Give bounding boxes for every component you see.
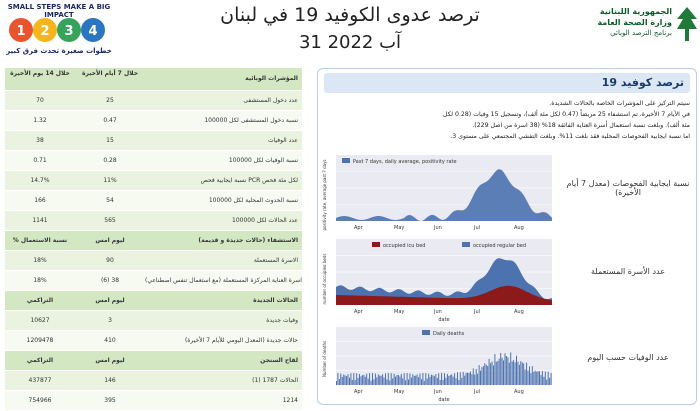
deaths-bar bbox=[549, 378, 550, 385]
deaths-bar bbox=[401, 374, 402, 385]
deaths-bar bbox=[539, 371, 540, 385]
deaths-bar bbox=[528, 371, 529, 385]
x-tick-label: Apr bbox=[354, 225, 363, 231]
deaths-bar bbox=[512, 362, 513, 386]
summary-line-4: اما نسبة ايجابية الفحوصات المحلية فقد بلغت 11%. وبلغت التفشي المجتمعي على مستوى 3. bbox=[450, 133, 690, 140]
deaths-bar bbox=[535, 371, 536, 385]
deaths-bar bbox=[409, 373, 410, 385]
new-cases-header bbox=[5, 291, 302, 311]
deaths-bar bbox=[496, 362, 497, 385]
deaths-bar bbox=[497, 361, 498, 385]
ministry-line-1: الجمهورية اللبنانية bbox=[599, 7, 672, 16]
deaths-bar bbox=[522, 362, 523, 385]
deaths-bar bbox=[369, 373, 370, 385]
deaths-bar bbox=[483, 366, 484, 385]
cell-7d: 11% bbox=[103, 177, 117, 184]
deaths-bar bbox=[358, 378, 359, 385]
deaths-x-ticks bbox=[354, 389, 524, 395]
hospital-header-label: الاستشفاء (حالات جديدة و قديمة) bbox=[198, 237, 298, 244]
deaths-bar bbox=[517, 362, 518, 385]
deaths-bar bbox=[430, 377, 431, 385]
x-tick-label: Jul bbox=[474, 389, 481, 395]
cell-14d: 1.32 bbox=[33, 117, 47, 124]
deaths-bar bbox=[398, 375, 399, 385]
deaths-bar bbox=[412, 374, 413, 385]
deaths-bar bbox=[359, 374, 360, 385]
deaths-bar bbox=[448, 376, 449, 385]
deaths-bar bbox=[509, 363, 510, 385]
deaths-bar bbox=[481, 367, 482, 385]
cell-7d: 15 bbox=[106, 137, 114, 144]
beds-caption: عدد الأسرة المستعملة bbox=[591, 267, 665, 276]
deaths-bar bbox=[536, 372, 537, 385]
deaths-bar bbox=[407, 373, 408, 385]
vac-header-yesterday: ليوم امس bbox=[95, 357, 125, 364]
cell-label: حالات جديدة (المعدل اليومي للأيام 7 الأخيرة) bbox=[184, 337, 298, 344]
deaths-bar bbox=[371, 381, 372, 385]
table-row bbox=[5, 271, 302, 291]
beds-chart bbox=[320, 239, 556, 323]
positivity-caption: نسبة ايجابية الفحوصات (معدل 7 أيام الأخيرة) bbox=[566, 179, 690, 197]
deaths-bar bbox=[457, 372, 458, 385]
cell-label: اسرة العناية المركزة المستعملة (مع استعمال تنفس اصطناعي) bbox=[145, 277, 302, 284]
cell-label: عدد الوفيات bbox=[267, 137, 298, 144]
deaths-bar bbox=[507, 357, 508, 385]
deaths-bar bbox=[450, 375, 451, 385]
deaths-bar bbox=[404, 373, 405, 385]
deaths-bar bbox=[348, 374, 349, 385]
deaths-bar bbox=[520, 361, 521, 385]
table-row bbox=[5, 211, 302, 231]
deaths-bar bbox=[399, 377, 400, 386]
deaths-bar bbox=[373, 379, 374, 385]
deaths-bar bbox=[487, 366, 488, 385]
cell-yesterday: 3 bbox=[108, 317, 112, 324]
deaths-bar bbox=[365, 377, 366, 385]
deaths-bar bbox=[532, 366, 533, 385]
campaign-logo bbox=[5, 3, 113, 59]
cedar-icon bbox=[676, 7, 698, 41]
deaths-bar bbox=[431, 375, 432, 385]
cell-cumulative: 754966 bbox=[28, 397, 52, 404]
deaths-bar bbox=[402, 378, 403, 385]
deaths-bar bbox=[368, 379, 369, 385]
deaths-bar bbox=[445, 378, 446, 385]
table-row bbox=[5, 311, 302, 331]
deaths-bar bbox=[434, 376, 435, 385]
hospital-header-usage: % نسبة الاستعمال bbox=[12, 237, 68, 244]
deaths-bar bbox=[349, 378, 350, 385]
deaths-bar bbox=[353, 373, 354, 385]
x-tick-label: Jul bbox=[474, 225, 481, 231]
positivity-legend: Past 7 days, daily average, positivity rate bbox=[353, 159, 457, 165]
deaths-bar bbox=[356, 373, 357, 385]
deaths-bar bbox=[428, 374, 429, 385]
deaths-legend-swatch bbox=[422, 330, 430, 335]
deaths-bar bbox=[424, 381, 425, 385]
deaths-bar bbox=[427, 379, 428, 385]
deaths-bar bbox=[463, 372, 464, 385]
new-header-yesterday: ليوم امس bbox=[95, 297, 125, 304]
beds-y-label: number of occupied beds bbox=[322, 253, 327, 305]
x-tick-label: May bbox=[394, 389, 405, 395]
deaths-bar bbox=[479, 365, 480, 385]
table-row bbox=[5, 151, 302, 171]
cell-7d: 54 bbox=[106, 197, 114, 204]
deaths-bar bbox=[339, 379, 340, 385]
cell-yesterday: 146 bbox=[104, 377, 116, 384]
cell-7d: 0.47 bbox=[103, 117, 117, 124]
deaths-bar bbox=[443, 380, 444, 385]
cell-cumulative: 1209478 bbox=[26, 337, 54, 344]
deaths-bar bbox=[337, 373, 338, 385]
icu-legend: occupied icu bed bbox=[383, 243, 426, 249]
regular-legend-swatch bbox=[462, 242, 470, 247]
deaths-bar bbox=[346, 376, 347, 385]
deaths-bar bbox=[506, 356, 507, 385]
deaths-bar bbox=[530, 373, 531, 385]
table-row bbox=[5, 331, 302, 351]
positivity-legend-swatch bbox=[342, 158, 350, 163]
ministry-logo bbox=[574, 3, 698, 51]
deaths-bar bbox=[515, 362, 516, 385]
table-row bbox=[5, 111, 302, 131]
deaths-bar bbox=[362, 375, 363, 385]
deaths-bar bbox=[543, 377, 544, 385]
deaths-bar bbox=[421, 379, 422, 385]
deaths-bar bbox=[486, 365, 487, 385]
deaths-caption: عدد الوفيات حسب اليوم bbox=[587, 353, 669, 362]
x-tick-label: Aug bbox=[514, 225, 524, 231]
new-header-label: الحالات الجديدة bbox=[253, 297, 298, 304]
deaths-bar bbox=[433, 375, 434, 385]
cell-label: عدد الحالات لكل 100000 bbox=[232, 217, 298, 224]
deaths-bar bbox=[461, 378, 462, 385]
deaths-bar bbox=[470, 372, 471, 385]
deaths-bar bbox=[350, 373, 351, 385]
deaths-bar bbox=[422, 373, 423, 385]
deaths-bar bbox=[376, 377, 377, 385]
ministry-line-3: برنامج الترصد الوبائي bbox=[610, 29, 672, 37]
deaths-bar bbox=[408, 380, 409, 385]
deaths-bar bbox=[379, 376, 380, 385]
beds-x-label: date bbox=[438, 317, 450, 323]
deaths-bar bbox=[489, 359, 490, 385]
deaths-bar bbox=[494, 354, 495, 385]
deaths-bar bbox=[447, 374, 448, 385]
hospital-header-yesterday: ليوم امس bbox=[95, 237, 125, 244]
positivity-x-ticks bbox=[354, 225, 524, 231]
deaths-bar bbox=[480, 371, 481, 385]
deaths-bar bbox=[505, 353, 506, 385]
deaths-bar bbox=[378, 374, 379, 385]
cell-7d: 0.28 bbox=[103, 157, 117, 164]
header-14-days: خلال 14 يوم الأخيرة bbox=[10, 70, 70, 77]
deaths-bar bbox=[382, 374, 383, 385]
x-tick-label: Aug bbox=[514, 389, 524, 395]
svg-text:3: 3 bbox=[64, 24, 74, 39]
deaths-bar bbox=[546, 380, 547, 385]
cell-14d: 14.7% bbox=[30, 177, 50, 184]
deaths-bar bbox=[415, 376, 416, 385]
cell-cumulative: 10627 bbox=[30, 317, 50, 324]
svg-text:1: 1 bbox=[16, 24, 26, 39]
hospital-header bbox=[5, 231, 302, 251]
summary-line-3: مئة ألف). وبلغت نسبة استعمال أسرة العناية الفائقة 18% (38 اسرة من اصل 229). bbox=[472, 122, 690, 129]
deaths-bar bbox=[385, 373, 386, 385]
cell-label: الاسرة المستعملة bbox=[253, 257, 298, 264]
deaths-bar bbox=[375, 374, 376, 386]
deaths-bar bbox=[381, 376, 382, 385]
deaths-bar bbox=[502, 358, 503, 385]
x-tick-label: Apr bbox=[354, 309, 363, 315]
deaths-bar bbox=[456, 378, 457, 385]
deaths-bar bbox=[336, 381, 337, 385]
cell-14d: 38 bbox=[36, 137, 44, 144]
deaths-bar bbox=[510, 352, 511, 385]
deaths-bar bbox=[458, 380, 459, 385]
deaths-bar bbox=[395, 377, 396, 385]
deaths-bar bbox=[392, 378, 393, 385]
deaths-bar bbox=[345, 375, 346, 385]
deaths-bar bbox=[516, 356, 517, 385]
x-tick-label: Aug bbox=[514, 309, 524, 315]
covid-surveillance-panel bbox=[317, 68, 697, 405]
cell-label: نسبة دخول المستشفى لكل 100000 bbox=[204, 117, 298, 124]
deaths-bar bbox=[469, 373, 470, 385]
deaths-bar bbox=[533, 372, 534, 385]
table-row bbox=[5, 251, 302, 271]
table-row bbox=[5, 371, 302, 391]
deaths-bar bbox=[466, 373, 467, 385]
deaths-bar bbox=[542, 371, 543, 385]
deaths-bar bbox=[464, 376, 465, 385]
deaths-bar bbox=[361, 376, 362, 385]
x-tick-label: May bbox=[394, 225, 405, 231]
deaths-bar bbox=[541, 375, 542, 385]
x-tick-label: Jul bbox=[474, 309, 481, 315]
campaign-logo-top: SMALL STEPS MAKE A BIG IMPACT bbox=[7, 3, 111, 19]
header-7-days: خلال 7 أيام الأخيرة bbox=[81, 70, 139, 77]
summary-line-2: في الأيام 7 الأخيرة، تم استشفاء 25 مريضاً (0.47 لكل مئة ألف)، وتسجيل 15 وفيات (0.28 لكل bbox=[443, 111, 690, 118]
deaths-bar bbox=[352, 380, 353, 385]
cell-yesterday: 395 bbox=[104, 397, 116, 404]
deaths-bar bbox=[438, 373, 439, 385]
deaths-bar bbox=[441, 373, 442, 385]
new-header-cumulative: التراكمي bbox=[26, 297, 54, 304]
header-indicator: المؤشرات الوبائية bbox=[245, 75, 298, 82]
beds-x-ticks bbox=[354, 309, 524, 315]
cell-14d: 1141 bbox=[32, 217, 48, 224]
deaths-bar bbox=[467, 373, 468, 385]
panel-header bbox=[324, 73, 690, 93]
campaign-logo-figures bbox=[5, 15, 113, 45]
deaths-bar bbox=[460, 372, 461, 385]
icu-legend-swatch bbox=[372, 242, 380, 247]
deaths-bar bbox=[437, 378, 438, 385]
deaths-bar bbox=[473, 368, 474, 385]
cell-14d: 166 bbox=[34, 197, 46, 204]
deaths-chart bbox=[320, 327, 556, 403]
cell-label: نسبة ايجابية فحص PCR لكل مئة فحص bbox=[200, 177, 298, 184]
x-tick-label: Jun bbox=[434, 389, 442, 395]
cell-cumulative: 437877 bbox=[28, 377, 52, 384]
cell-14d: 0.71 bbox=[33, 157, 47, 164]
deaths-bar bbox=[474, 375, 475, 385]
cell-label: نسبة الوفيات لكل 100000 bbox=[228, 157, 298, 164]
cell-label: 1214 bbox=[282, 397, 298, 404]
cell-14d: 70 bbox=[36, 97, 44, 104]
cell-yesterday: (6) 38 bbox=[100, 277, 120, 284]
cell-label: وفيات جديدة bbox=[266, 317, 298, 324]
deaths-bar bbox=[523, 363, 524, 385]
deaths-bar bbox=[492, 361, 493, 385]
deaths-bar bbox=[471, 374, 472, 385]
table-row bbox=[5, 171, 302, 191]
deaths-bar bbox=[435, 374, 436, 385]
x-tick-label: Jun bbox=[434, 225, 442, 231]
cell-usage: 18% bbox=[33, 257, 47, 264]
ministry-line-2: وزارة الصحة العامة bbox=[597, 18, 672, 27]
deaths-bar bbox=[548, 372, 549, 385]
deaths-bar bbox=[525, 370, 526, 385]
x-tick-label: Jun bbox=[434, 309, 442, 315]
deaths-bar bbox=[342, 377, 343, 385]
deaths-bar bbox=[503, 361, 504, 386]
summary-line-1: سيتم التركيز على المؤشرات الخاصة بالحالات الشديدة. bbox=[549, 100, 690, 107]
deaths-bar bbox=[411, 378, 412, 385]
deaths-bar bbox=[425, 373, 426, 385]
table-row bbox=[5, 191, 302, 211]
deaths-bar bbox=[394, 374, 395, 385]
svg-text:4: 4 bbox=[88, 24, 98, 39]
regular-legend: occupied regular bed bbox=[473, 243, 527, 249]
summary-text bbox=[324, 98, 690, 142]
cell-label: الحالات 1787 (1) bbox=[252, 377, 298, 384]
deaths-bar bbox=[513, 360, 514, 385]
header bbox=[0, 0, 700, 62]
report-date: 31 آب 2022 bbox=[298, 32, 402, 53]
table-row bbox=[5, 131, 302, 151]
deaths-bar bbox=[538, 371, 539, 385]
deaths-bar bbox=[340, 374, 341, 385]
cell-7d: 565 bbox=[104, 217, 116, 224]
deaths-bar bbox=[484, 363, 485, 385]
deaths-x-label: date bbox=[438, 397, 450, 403]
vaccine-header bbox=[5, 351, 302, 371]
vac-header-label: لقاح السنجن bbox=[260, 357, 298, 364]
deaths-bar bbox=[440, 380, 441, 385]
deaths-legend: Daily deaths bbox=[433, 331, 465, 337]
cell-usage: 18% bbox=[33, 277, 47, 284]
positivity-chart bbox=[320, 155, 556, 233]
deaths-bar bbox=[451, 374, 452, 385]
campaign-logo-bottom: خطوات صغيرة تحدث فرق كبير bbox=[6, 47, 112, 55]
deaths-bar bbox=[444, 373, 445, 385]
deaths-bar bbox=[417, 375, 418, 386]
deaths-bar bbox=[397, 375, 398, 385]
deaths-bar bbox=[386, 380, 387, 386]
deaths-bar bbox=[372, 373, 373, 385]
deaths-bar bbox=[526, 363, 527, 385]
deaths-bar bbox=[418, 377, 419, 385]
cell-yesterday: 410 bbox=[104, 337, 116, 344]
positivity-y-label: positivity rate, average past 7 days bbox=[322, 159, 327, 231]
deaths-bar bbox=[405, 380, 406, 385]
deaths-bar bbox=[420, 374, 421, 386]
x-tick-label: May bbox=[394, 309, 405, 315]
cell-7d: 25 bbox=[106, 97, 114, 104]
deaths-bar bbox=[363, 375, 364, 385]
deaths-bar bbox=[499, 359, 500, 385]
panel-title: ترصد كوفيد 19 bbox=[601, 76, 684, 89]
deaths-bar bbox=[551, 373, 552, 385]
x-tick-label: Apr bbox=[354, 389, 363, 395]
deaths-bar bbox=[477, 374, 478, 385]
deaths-bar bbox=[388, 373, 389, 385]
cell-label: عدد دخول المستشفى bbox=[243, 97, 298, 104]
deaths-bar bbox=[529, 366, 530, 385]
table-row bbox=[5, 391, 302, 411]
svg-text:2: 2 bbox=[40, 24, 50, 39]
vac-header-cumulative: التراكمي bbox=[26, 357, 54, 364]
deaths-bar bbox=[366, 374, 367, 385]
deaths-bar bbox=[343, 375, 344, 385]
deaths-bar bbox=[476, 369, 477, 385]
deaths-bar bbox=[453, 377, 454, 385]
deaths-bar bbox=[355, 380, 356, 385]
deaths-bar bbox=[454, 373, 455, 385]
deaths-bar bbox=[545, 372, 546, 386]
cell-label: نسبة الحدوث المحلية لكل 100000 bbox=[208, 197, 298, 204]
table-row bbox=[5, 91, 302, 111]
deaths-bar bbox=[500, 353, 501, 385]
deaths-bar bbox=[519, 365, 520, 385]
deaths-bar bbox=[490, 363, 491, 385]
deaths-y-label: Number of deaths bbox=[322, 340, 327, 378]
deaths-bar bbox=[493, 366, 494, 386]
deaths-bar bbox=[389, 381, 390, 386]
cell-yesterday: 90 bbox=[106, 257, 114, 264]
page-title: ترصد عدوى الكوفيد 19 في لبنان bbox=[220, 4, 480, 26]
deaths-bar bbox=[414, 376, 415, 385]
deaths-bar bbox=[391, 373, 392, 385]
table-header bbox=[5, 68, 302, 91]
deaths-bar bbox=[384, 378, 385, 386]
